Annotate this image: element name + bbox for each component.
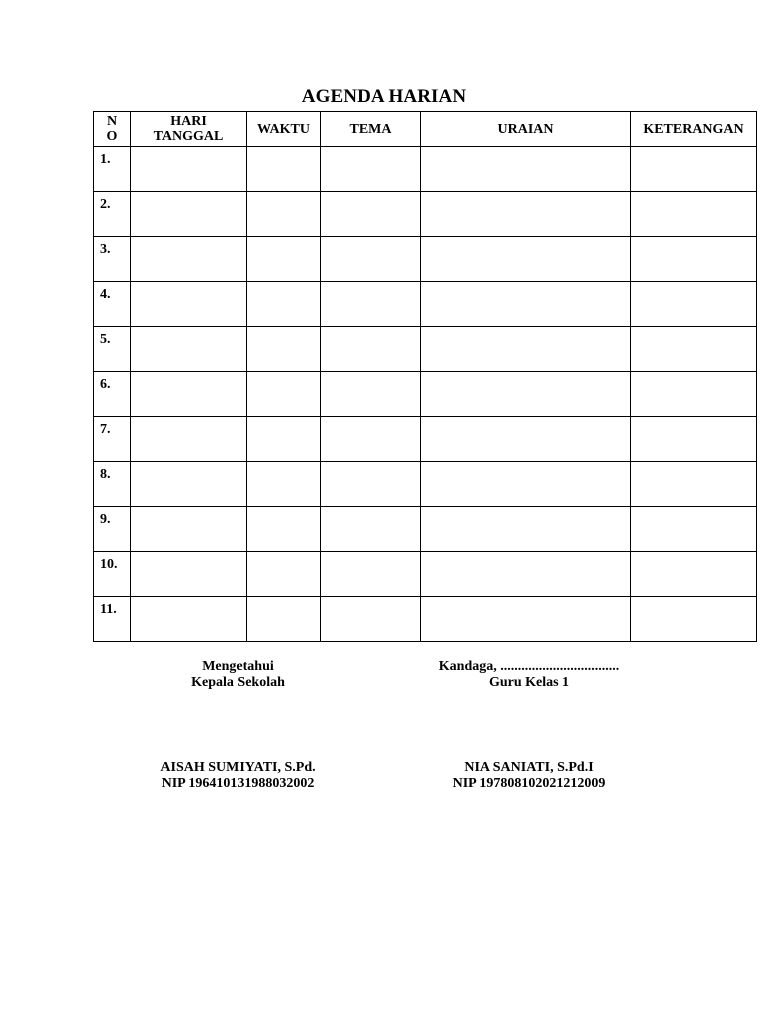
- right-signatory-nip: NIP 197808102021212009: [452, 776, 606, 791]
- cell-uraian: [421, 237, 631, 282]
- cell-keterangan: [631, 237, 757, 282]
- cell-hari-tanggal: [131, 237, 247, 282]
- cell-keterangan: [631, 192, 757, 237]
- cell-waktu: [247, 372, 321, 417]
- header-hari: HARI: [170, 114, 207, 129]
- cell-keterangan: [631, 282, 757, 327]
- cell-hari-tanggal: [131, 327, 247, 372]
- cell-waktu: [247, 192, 321, 237]
- header-waktu: WAKTU: [247, 112, 321, 147]
- cell-uraian: [421, 462, 631, 507]
- cell-uraian: [421, 282, 631, 327]
- cell-uraian: [421, 597, 631, 642]
- cell-keterangan: [631, 552, 757, 597]
- left-signature-heading: [138, 659, 338, 691]
- cell-uraian: [421, 327, 631, 372]
- left-signature-name-block: [138, 760, 338, 792]
- cell-tema: [321, 372, 421, 417]
- cell-keterangan: [631, 507, 757, 552]
- row-number: 2.: [94, 192, 131, 237]
- cell-hari-tanggal: [131, 372, 247, 417]
- row-number: 8.: [94, 462, 131, 507]
- cell-waktu: [247, 462, 321, 507]
- cell-waktu: [247, 147, 321, 192]
- row-number: 11.: [94, 597, 131, 642]
- header-uraian: URAIAN: [421, 112, 631, 147]
- left-signatory-name: AISAH SUMIYATI, S.Pd.: [160, 760, 316, 775]
- cell-keterangan: [631, 462, 757, 507]
- page-title: AGENDA HARIAN: [301, 86, 467, 107]
- cell-uraian: [421, 417, 631, 462]
- cell-hari-tanggal: [131, 552, 247, 597]
- row-number: 1.: [94, 147, 131, 192]
- agenda-table: [93, 111, 757, 642]
- cell-tema: [321, 462, 421, 507]
- cell-uraian: [421, 147, 631, 192]
- table-header-row: [94, 112, 757, 147]
- cell-waktu: [247, 282, 321, 327]
- cell-keterangan: [631, 372, 757, 417]
- cell-hari-tanggal: [131, 282, 247, 327]
- cell-tema: [321, 282, 421, 327]
- table-row: [94, 597, 757, 642]
- row-number: 3.: [94, 237, 131, 282]
- cell-uraian: [421, 372, 631, 417]
- header-tanggal: TANGGAL: [153, 129, 224, 144]
- cell-waktu: [247, 597, 321, 642]
- agenda-table-body: [94, 147, 757, 642]
- cell-hari-tanggal: [131, 417, 247, 462]
- cell-tema: [321, 507, 421, 552]
- table-row: [94, 417, 757, 462]
- row-number: 10.: [94, 552, 131, 597]
- header-hari-tanggal: [131, 112, 247, 147]
- cell-tema: [321, 597, 421, 642]
- cell-waktu: [247, 552, 321, 597]
- header-no: [94, 112, 131, 147]
- cell-waktu: [247, 507, 321, 552]
- cell-hari-tanggal: [131, 597, 247, 642]
- row-number: 7.: [94, 417, 131, 462]
- right-signature-heading: [409, 659, 649, 691]
- left-mengetahui: Mengetahui: [202, 659, 274, 674]
- table-row: [94, 327, 757, 372]
- header-tema: TEMA: [321, 112, 421, 147]
- cell-hari-tanggal: [131, 507, 247, 552]
- table-row: [94, 192, 757, 237]
- table-row: [94, 507, 757, 552]
- row-number: 6.: [94, 372, 131, 417]
- left-kepala-sekolah: Kepala Sekolah: [191, 675, 285, 690]
- cell-hari-tanggal: [131, 462, 247, 507]
- right-signatory-name: NIA SANIATI, S.Pd.I: [464, 760, 594, 775]
- right-guru-kelas: Guru Kelas 1: [488, 675, 570, 690]
- cell-keterangan: [631, 327, 757, 372]
- cell-waktu: [247, 417, 321, 462]
- cell-hari-tanggal: [131, 147, 247, 192]
- cell-keterangan: [631, 147, 757, 192]
- table-row: [94, 372, 757, 417]
- cell-tema: [321, 327, 421, 372]
- cell-waktu: [247, 327, 321, 372]
- table-row: [94, 147, 757, 192]
- right-place-date: Kandaga, ..................................: [438, 659, 620, 674]
- header-no-line2: O: [106, 129, 118, 144]
- left-signatory-nip: NIP 196410131988032002: [161, 776, 315, 791]
- row-number: 5.: [94, 327, 131, 372]
- cell-keterangan: [631, 597, 757, 642]
- cell-uraian: [421, 552, 631, 597]
- right-signature-name-block: [409, 760, 649, 792]
- cell-uraian: [421, 192, 631, 237]
- row-number: 9.: [94, 507, 131, 552]
- cell-tema: [321, 417, 421, 462]
- table-row: [94, 282, 757, 327]
- cell-uraian: [421, 507, 631, 552]
- row-number: 4.: [94, 282, 131, 327]
- cell-tema: [321, 147, 421, 192]
- cell-hari-tanggal: [131, 192, 247, 237]
- cell-waktu: [247, 237, 321, 282]
- cell-tema: [321, 237, 421, 282]
- cell-tema: [321, 192, 421, 237]
- cell-tema: [321, 552, 421, 597]
- table-row: [94, 462, 757, 507]
- table-row: [94, 552, 757, 597]
- table-row: [94, 237, 757, 282]
- header-keterangan: KETERANGAN: [631, 112, 757, 147]
- header-no-line1: N: [106, 114, 118, 129]
- cell-keterangan: [631, 417, 757, 462]
